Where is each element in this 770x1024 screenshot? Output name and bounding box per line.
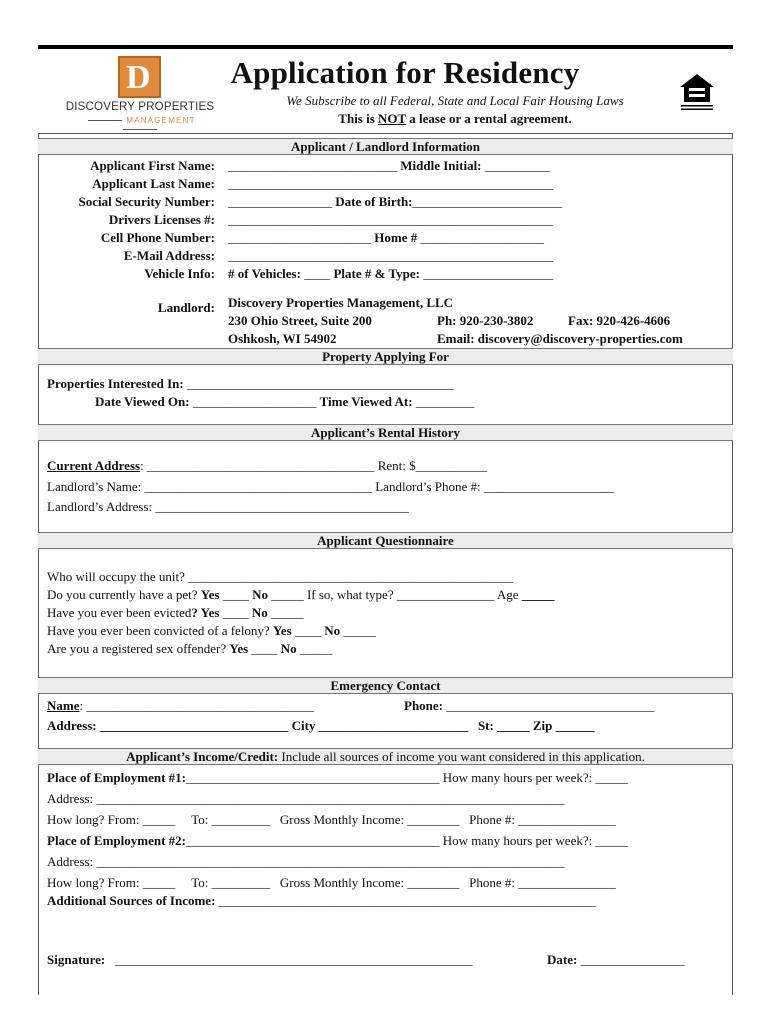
offender-yes-label: Yes: [229, 641, 249, 656]
time-viewed-field[interactable]: _________: [415, 394, 475, 409]
section-heading-rental-history: Applicant’s Rental History: [38, 424, 733, 441]
landlord-phone-label: Landlord’s Phone #:: [375, 479, 481, 494]
employment2-duration-row: [47, 875, 616, 891]
current-address-label: Current Address: [47, 458, 141, 473]
landlord-street: 230 Ohio Street, Suite 200: [228, 313, 372, 328]
landlord-name-row: [47, 479, 614, 495]
vehicles-count-field[interactable]: ____: [304, 266, 331, 281]
emergency-phone-field[interactable]: ________________________________: [446, 698, 655, 713]
felony-question: Have you ever been convicted of a felony?: [47, 623, 270, 638]
emergency-zip-label: Zip: [532, 718, 553, 733]
emergency-city-label: City: [291, 718, 316, 733]
emergency-phone-label: Phone:: [404, 698, 443, 713]
plate-type-label: Plate # & Type:: [333, 266, 420, 281]
employment1-from-field[interactable]: _____: [142, 812, 176, 827]
plate-type-field[interactable]: ____________________: [423, 266, 554, 281]
employment1-to-label: To:: [191, 812, 209, 827]
employment1-gross-field[interactable]: ________: [407, 812, 460, 827]
date-viewed-row: [95, 394, 474, 410]
page-title: Application for Residency: [230, 55, 580, 90]
emergency-address-field[interactable]: _____________________________: [99, 718, 289, 733]
emergency-phone-row: [404, 698, 654, 714]
landlord-city: Oshkosh, WI 54902: [228, 331, 337, 346]
employment2-gross-field[interactable]: ________: [407, 875, 460, 890]
rent-field[interactable]: ___________: [415, 458, 488, 473]
pet-yes-field[interactable]: ____: [222, 587, 249, 602]
employment1-address-row: [47, 791, 564, 807]
evicted-question: Have you ever been evicted: [47, 605, 192, 620]
employment2-row: [47, 833, 628, 849]
felony-question-row: [47, 623, 376, 639]
landlord-address-label: Landlord’s Address:: [47, 499, 153, 514]
emergency-zip-field[interactable]: ______: [555, 718, 595, 733]
employment1-hours-label: How many hours per week?:: [442, 770, 593, 785]
pet-no-label: No: [252, 587, 268, 602]
additional-income-field[interactable]: __________________________________________________________: [218, 893, 596, 908]
employment2-hours-label: How many hours per week?:: [442, 833, 593, 848]
emergency-city-field[interactable]: _______________________: [318, 718, 469, 733]
employment2-address-row: [47, 854, 564, 870]
emergency-name-field[interactable]: : ___________________________________: [79, 698, 314, 713]
date-row: [547, 952, 685, 968]
first-name-field[interactable]: __________________________ Middle Initial: __________: [228, 158, 550, 173]
dob-field[interactable]: _______________________: [412, 194, 563, 209]
section-heading-emergency: Emergency Contact: [38, 677, 733, 694]
employment2-field[interactable]: _______________________________________: [186, 833, 440, 848]
logo-letter: D: [126, 59, 151, 96]
emergency-address-row: [47, 718, 595, 734]
pet-no-field[interactable]: _____: [271, 587, 304, 602]
date-viewed-field[interactable]: ___________________: [192, 394, 317, 409]
top-rule: [38, 45, 733, 49]
employment1-to-field[interactable]: _________: [211, 812, 271, 827]
properties-interested-label: Properties Interested In:: [47, 376, 184, 391]
email-field[interactable]: __________________________________________________: [228, 248, 553, 263]
time-viewed-label: Time Viewed At:: [319, 394, 413, 409]
employment2-gross-label: Gross Monthly Income:: [279, 875, 405, 890]
employment2-to-label: To:: [191, 875, 209, 890]
last-name-field[interactable]: __________________________________________________: [228, 176, 553, 191]
current-address-field[interactable]: : ___________________________________: [140, 458, 375, 473]
evicted-question-row: [47, 605, 304, 621]
employment2-to-field[interactable]: _________: [211, 875, 271, 890]
landlord-phone-field[interactable]: ____________________: [483, 479, 614, 494]
section-heading-property: Property Applying For: [38, 348, 733, 365]
offender-yes-field[interactable]: ____: [251, 641, 278, 656]
lease-notice: This is NOT a lease or a rental agreement.: [338, 111, 572, 126]
signature-row: [47, 952, 473, 968]
landlord-name-field[interactable]: ___________________________________: [144, 479, 372, 494]
equal-housing-opportunity-icon: [678, 72, 716, 112]
evicted-yes-field[interactable]: ____: [222, 605, 249, 620]
ssn-label: Social Security Number:: [78, 194, 215, 209]
pet-age-label: Age: [496, 587, 519, 602]
offender-no-field[interactable]: _____: [299, 641, 333, 656]
logo-mark: [118, 56, 161, 98]
felony-yes-field[interactable]: ____: [294, 623, 321, 638]
drivers-license-label: Drivers Licenses #:: [108, 212, 215, 227]
pet-yes-label: Yes: [200, 587, 220, 602]
employment2-address-label: Address:: [47, 854, 94, 869]
emergency-state-field[interactable]: _____: [497, 718, 530, 733]
felony-no-field[interactable]: _____: [343, 623, 376, 638]
middle-initial-field[interactable]: __________: [484, 158, 550, 173]
email-label: E-Mail Address:: [123, 248, 215, 263]
emergency-state-label: St:: [477, 718, 494, 733]
employment2-phone-label: Phone #:: [469, 875, 515, 890]
emergency-name-row: [47, 698, 314, 714]
offender-question: Are you a registered sex offender?: [47, 641, 227, 656]
emergency-name-label: Name: [47, 698, 80, 713]
emergency-address-label: Address:: [47, 718, 97, 733]
employment2-hours-field[interactable]: _____: [595, 833, 628, 848]
additional-income-label: Additional Sources of Income:: [47, 893, 216, 908]
evicted-no-label: No: [251, 605, 268, 620]
employment1-field[interactable]: _______________________________________: [186, 770, 440, 785]
employment1-from-label: How long? From:: [47, 812, 140, 827]
dob-label: Date of Birth:: [335, 194, 413, 209]
fair-housing-statement: We Subscribe to all Federal, State and Local Fair Housing Laws: [286, 93, 624, 108]
logo-name: DISCOVERY PROPERTIES: [65, 101, 215, 113]
current-address-row: [47, 458, 487, 474]
additional-income-row: [47, 893, 596, 909]
evicted-no-field[interactable]: _____: [271, 605, 304, 620]
company-logo: [65, 56, 215, 130]
landlord-phone: Ph: 920-230-3802: [437, 313, 534, 328]
drivers-license-field[interactable]: __________________________________________________: [228, 212, 553, 227]
offender-question-row: [47, 641, 332, 657]
pet-question-row: [47, 587, 554, 603]
section-heading-income: Applicant’s Income/Credit: Include all sources of income you want considered in this application.: [38, 748, 733, 765]
landlord-company: Discovery Properties Management, LLC: [228, 295, 454, 310]
properties-interested-field[interactable]: _________________________________________: [186, 376, 454, 391]
employment1-label: Place of Employment #1:: [47, 770, 187, 785]
first-name-label: Applicant First Name:: [90, 158, 215, 173]
landlord-address-row: [47, 499, 409, 515]
cell-phone-field[interactable]: ______________________ Home # ___________________: [228, 230, 544, 245]
date-field[interactable]: ________________: [580, 952, 685, 967]
employment1-gross-label: Gross Monthly Income:: [279, 812, 405, 827]
rent-label: Rent: $: [377, 458, 416, 473]
landlord-email: Email: discovery@discovery-properties.com: [437, 331, 683, 346]
landlord-address-field[interactable]: _______________________________________: [155, 499, 409, 514]
last-name-label: Applicant Last Name:: [92, 176, 215, 191]
landlord-label: Landlord:: [157, 300, 215, 315]
vehicles-count-label: # of Vehicles:: [228, 266, 301, 281]
employment1-address-field[interactable]: ________________________________________________________________________: [96, 791, 565, 806]
ssn-field[interactable]: ________________ Date of Birth:_______________________: [228, 194, 563, 209]
properties-interested-row: [47, 376, 453, 392]
pet-question: Do you currently have a pet?: [47, 587, 198, 602]
vehicle-info-row: [228, 266, 553, 282]
occupants-question[interactable]: Who will occupy the unit? __________________________________________________: [47, 569, 514, 584]
employment1-address-label: Address:: [47, 791, 94, 806]
employment1-phone-field[interactable]: _______________: [518, 812, 616, 827]
signature-field[interactable]: _______________________________________________________: [115, 952, 473, 967]
pet-type-field[interactable]: If so, what type? _______________: [306, 587, 495, 602]
home-phone-label: Home #: [374, 230, 418, 245]
employment2-from-field[interactable]: _____: [142, 875, 176, 890]
home-phone-field[interactable]: ___________________: [420, 230, 544, 245]
employment2-from-label: How long? From:: [47, 875, 140, 890]
pet-age-field[interactable]: _____: [521, 587, 555, 602]
signature-label: Signature:: [47, 952, 106, 967]
section-heading-applicant: Applicant / Landlord Information: [38, 138, 733, 155]
employment2-label: Place of Employment #2:: [47, 833, 187, 848]
employment2-address-field[interactable]: ________________________________________________________________________: [96, 854, 565, 869]
felony-no-label: No: [324, 623, 341, 638]
employment2-phone-field[interactable]: _______________: [518, 875, 616, 890]
landlord-name-label: Landlord’s Name:: [47, 479, 142, 494]
offender-no-label: No: [280, 641, 297, 656]
employment1-duration-row: [47, 812, 616, 828]
date-label: Date:: [547, 952, 578, 967]
felony-yes-label: Yes: [272, 623, 292, 638]
section-heading-questionnaire: Applicant Questionnaire: [38, 532, 733, 549]
middle-initial-label: Middle Initial:: [400, 158, 482, 173]
date-viewed-label: Date Viewed On:: [95, 394, 190, 409]
employment1-hours-field[interactable]: _____: [595, 770, 628, 785]
employment1-phone-label: Phone #:: [469, 812, 515, 827]
cell-phone-label: Cell Phone Number:: [100, 230, 215, 245]
logo-subtext: MANAGEMENT: [65, 116, 215, 134]
employment1-row: [47, 770, 628, 786]
evicted-yes-label: ? Yes: [191, 605, 220, 620]
landlord-fax: Fax: 920-426-4606: [568, 313, 671, 328]
vehicle-info-label: Vehicle Info:: [144, 266, 215, 281]
